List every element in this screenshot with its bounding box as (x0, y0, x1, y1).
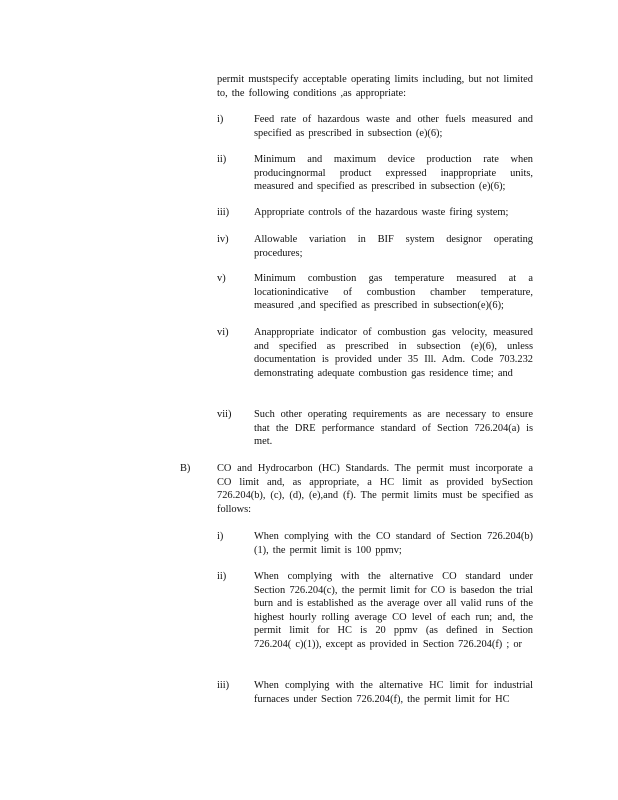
list-item-label: v) (217, 273, 226, 284)
list-item-text: Anappropriate indicator of combustion gas velocity, measured and specified as prescribed in subsection (e)(6), unless documentation is provided under 35 Ill. Adm. Code 703.232 demonstrating adequate combustion gas residence time; and (254, 327, 533, 379)
list-item-label: vii) (217, 409, 232, 420)
list-item-text: When complying with the CO standard of Section 726.204(b)(1), the permit limit is 100 ppmv; (254, 531, 533, 556)
list-item-text: Allowable variation in BIF system designor operating procedures; (254, 234, 533, 259)
list-item-label: ii) (217, 571, 227, 582)
list-item-text: Minimum and maximum device production rate when producingnormal product expressed inappropriate units, measured and specified as prescribed in subsection (e)(6); (254, 154, 533, 193)
list-item-text: Appropriate controls of the hazardous waste firing system; (254, 207, 509, 218)
list-item-text: When complying with the alternative HC limit for industrial furnaces under Section 726.204(f), the permit limit for HC (254, 680, 533, 705)
section-label: B) (180, 463, 191, 474)
list-item-text: Minimum combustion gas temperature measured at a locationindicative of combustion chamber temperature, measured ,and specified as prescribed in subsection(e)(6); (254, 273, 533, 312)
list-item-label: i) (217, 114, 224, 125)
list-item-text: Feed rate of hazardous waste and other fuels measured and specified as prescribed in subsection (e)(6); (254, 114, 533, 139)
list-item-text: Such other operating requirements as are necessary to ensure that the DRE performance standard of Section 726.204(a) is met. (254, 409, 533, 448)
list-item-text: When complying with the alternative CO standard under Section 726.204(c), the permit limit for CO is basedon the trial burn and is established as the average over all valid runs of the highest hourly rolling average CO level of each run; and, the permit limit for HC is 20 ppmv (as defined in Section 726.204( c)(1)), except as provided in Section 726.204(f) ; or (254, 571, 533, 650)
intro-paragraph: permit mustspecify acceptable operating limits including, but not limited to, the following conditions ,as appropriate: (217, 74, 533, 99)
list-item-label: iii) (217, 207, 230, 218)
list-item-label: vi) (217, 327, 229, 338)
section-text: CO and Hydrocarbon (HC) Standards. The permit must incorporate a CO limit and, as appropriate, a HC limit as provided bySection 726.204(b), (c), (d), (e),and (f). The permit limits must be specified as follows: (217, 463, 533, 515)
list-item-label: ii) (217, 154, 227, 165)
list-item-label: iv) (217, 234, 229, 245)
list-item-label: i) (217, 531, 224, 542)
list-item-label: iii) (217, 680, 230, 691)
